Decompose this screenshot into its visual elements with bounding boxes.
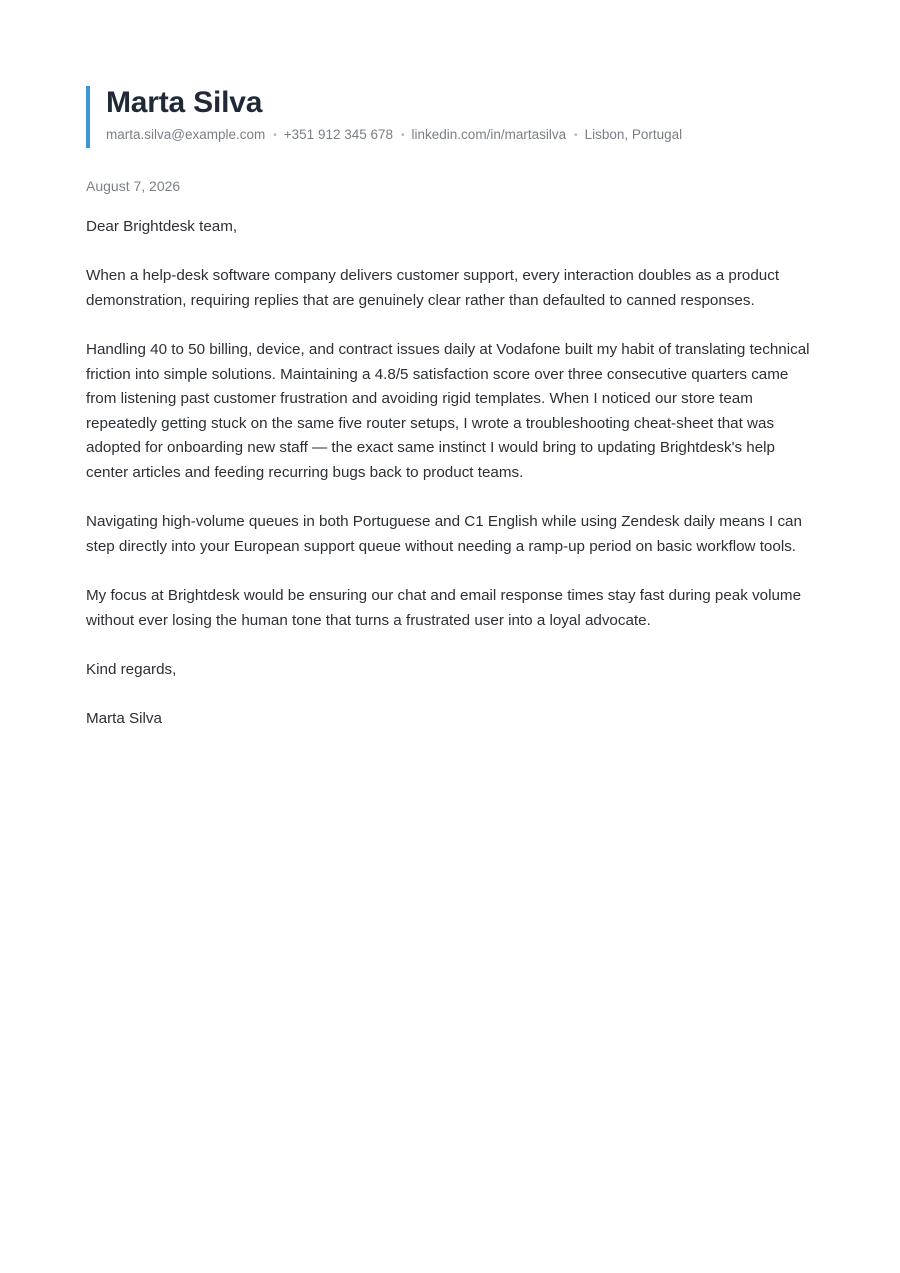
body-paragraph: Handling 40 to 50 billing, device, and contract issues daily at Vodafone built my habit of translating technical friction into simple solutions. Maintaining a 4.8/5 satisfaction score over three consecutive quarters came from listening past customer frustration and avoiding rigid templates. When I noticed our store team repeatedly getting stuck on the same five router setups, I wrote a troubleshooting cheat-sheet that was adopted for onboarding new staff — the exact same instinct I would bring to updating Brightdesk's help center articles and feeding recurring bugs back to product teams. xyxy=(86,340,810,481)
contact-phone[interactable]: +351 912 345 678 xyxy=(283,127,394,142)
separator-dot: • xyxy=(401,130,405,141)
letter-header xyxy=(86,86,814,148)
letter-body xyxy=(86,215,814,731)
contact-location: Lisbon, Portugal xyxy=(584,127,683,142)
body-paragraph: Navigating high-volume queues in both Portuguese and C1 English while using Zendesk daily means I can step directly into your European support queue without needing a ramp-up period on basic workflow tools. xyxy=(86,513,802,555)
contact-email[interactable]: marta.silva@example.com xyxy=(106,127,266,142)
applicant-name: Marta Silva xyxy=(106,86,263,119)
letter-date: August 7, 2026 xyxy=(86,178,181,194)
separator-dot: • xyxy=(574,130,578,141)
signature: Marta Silva xyxy=(86,709,162,727)
contact-line xyxy=(106,126,814,146)
closing: Kind regards, xyxy=(86,660,177,678)
separator-dot: • xyxy=(273,130,277,141)
cover-letter-page xyxy=(86,86,814,731)
body-paragraph: My focus at Brightdesk would be ensuring our chat and email response times stay fast during peak volume without ever losing the human tone that turns a frustrated user into a loyal advocate. xyxy=(86,586,802,629)
body-paragraph: When a help-desk software company delivers customer support, every interaction doubles as a product demonstration, requiring replies that are genuinely clear rather than defaulted to canned responses. xyxy=(86,267,780,309)
salutation: Dear Brightdesk team, xyxy=(86,218,238,235)
contact-linkedin[interactable]: linkedin.com/in/martasilva xyxy=(411,127,567,142)
